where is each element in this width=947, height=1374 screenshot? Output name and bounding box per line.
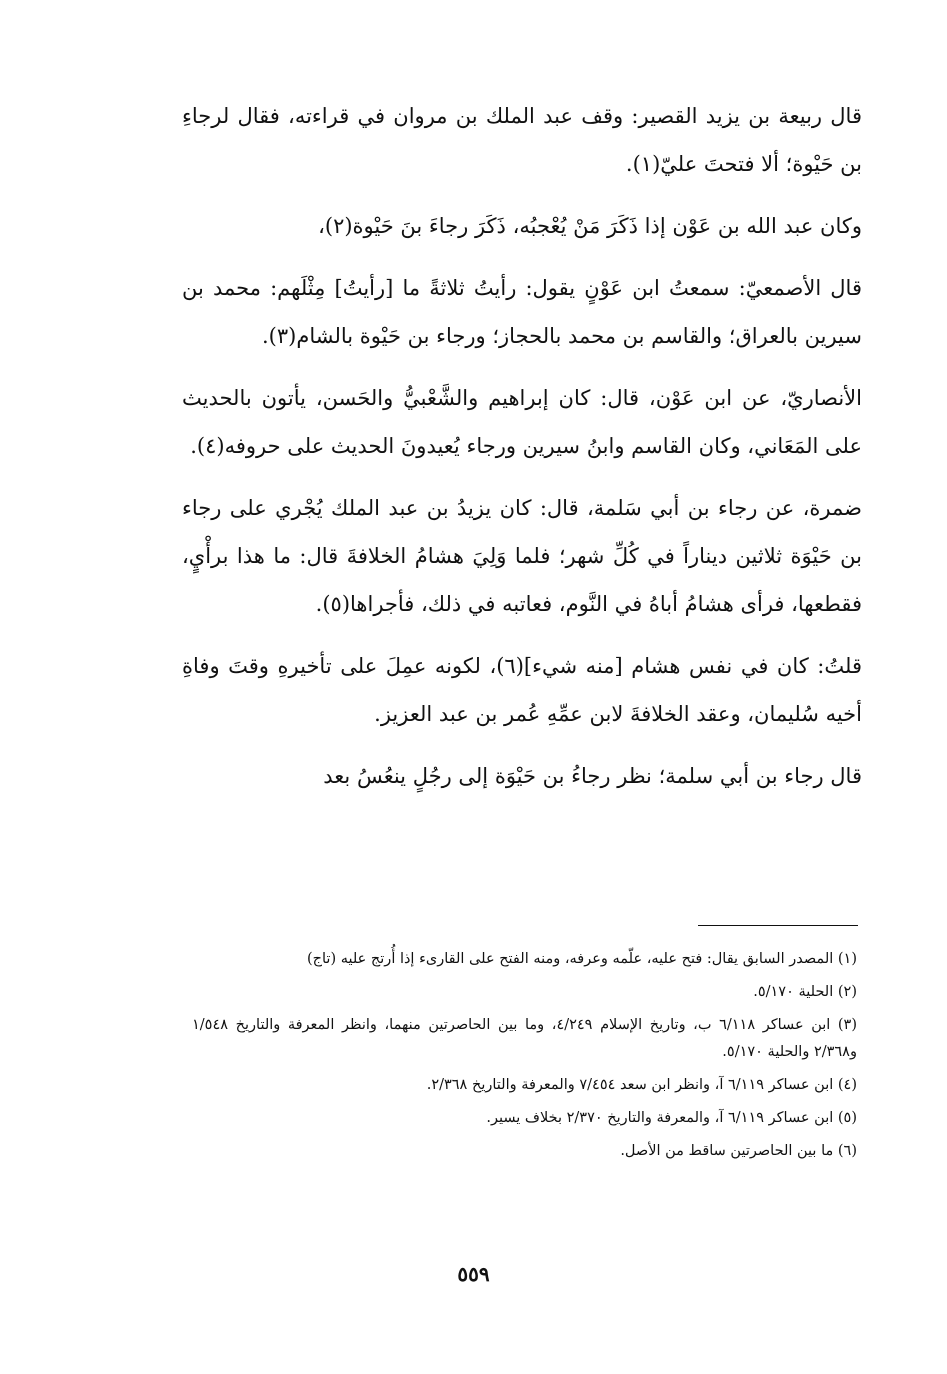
paragraph-4: الأنصاريّ، عن ابن عَوْن، قال: كان إبراهيم والشَّعْبيُّ والحَسن، يأتون بالحديث على المَعَاني، وكان القاسم وابنُ سيرين ورجاء يُعيدونَ الحديث على حروفه(٤).	[182, 386, 862, 458]
footnote-separator	[698, 925, 858, 926]
paragraph-3: قال الأصمعيّ: سمعتُ ابن عَوْنٍ يقول: رأيتُ ثلاثةً ما [رأيتُ] مِثْلَهم: محمد بن سيرين بالعراق؛ والقاسم بن محمد بالحجاز؛ ورجاء بن حَيْوة بالشام(٣).	[182, 276, 862, 348]
footnote-3: (٣) ابن عساكر ٦/١١٨ ب، وتاريخ الإسلام ٤/٢٤٩، وما بين الحاصرتين منهما، وانظر المعرفة والتاريخ ١/٥٤٨ و٢/٣٦٨ والحلية ٥/١٧٠.	[192, 1017, 858, 1060]
footnote-5: (٥) ابن عساكر ٦/١١٩ آ، والمعرفة والتاريخ ٢/٣٧٠ بخلاف يسير.	[486, 1110, 857, 1126]
page-number: ٥٥٩	[457, 1262, 490, 1286]
paragraph-7: قال رجاء بن أبي سلمة؛ نظر رجاءُ بن حَيْوَة إلى رجُلٍ ينعُسُ بعد	[323, 764, 862, 788]
paragraph-5: ضمرة، عن رجاء بن أبي سَلمة، قال: كان يزيدُ بن عبد الملك يُجْري على رجاء بن حَيْوَة ثلاثين ديناراً في كُلِّ شهر؛ فلما وَلِيَ هشامُ الخلافةَ قال: ما هذا برأْيٍ، فقطعها، فرأى هشامُ أباهُ في النَّوم، فعاتبه في ذلك، فأجراها(٥).	[182, 496, 862, 616]
footnotes	[192, 946, 857, 1171]
paragraph-1: قال ربيعة بن يزيد القصير: وقف عبد الملك بن مروان في قراءته، فقال لرجاءِ بن حَيْوة؛ ألا فتحتَ عليّ(١).	[182, 104, 862, 176]
paragraph-6: قلتُ: كان في نفس هشام [منه شيء](٦)، لكونه عمِلَ على تأخيرهِ وقتَ وفاةِ أخيه سُليمان، وعقد الخلافةَ لابن عمِّهِ عُمر بن عبد العزيز.	[182, 654, 862, 726]
footnote-4: (٤) ابن عساكر ٦/١١٩ آ، وانظر ابن سعد ٧/٤٥٤ والمعرفة والتاريخ ٢/٣٦٨.	[426, 1077, 857, 1093]
paragraph-2: وكان عبد الله بن عَوْن إذا ذَكَرَ مَنْ يُعْجبُه، ذَكَرَ رجاءَ بنَ حَيْوة(٢)،	[318, 214, 862, 238]
footnote-1: (١) المصدر السابق يقال: فتح عليه، علّمه وعرفه، ومنه الفتح على القارىء إذا أُرتج عليه (تاج)	[306, 951, 857, 967]
footnote-2: (٢) الحلية ٥/١٧٠.	[753, 984, 857, 1000]
footnote-6: (٦) ما بين الحاصرتين ساقط من الأصل.	[620, 1143, 857, 1159]
main-text	[182, 92, 862, 814]
